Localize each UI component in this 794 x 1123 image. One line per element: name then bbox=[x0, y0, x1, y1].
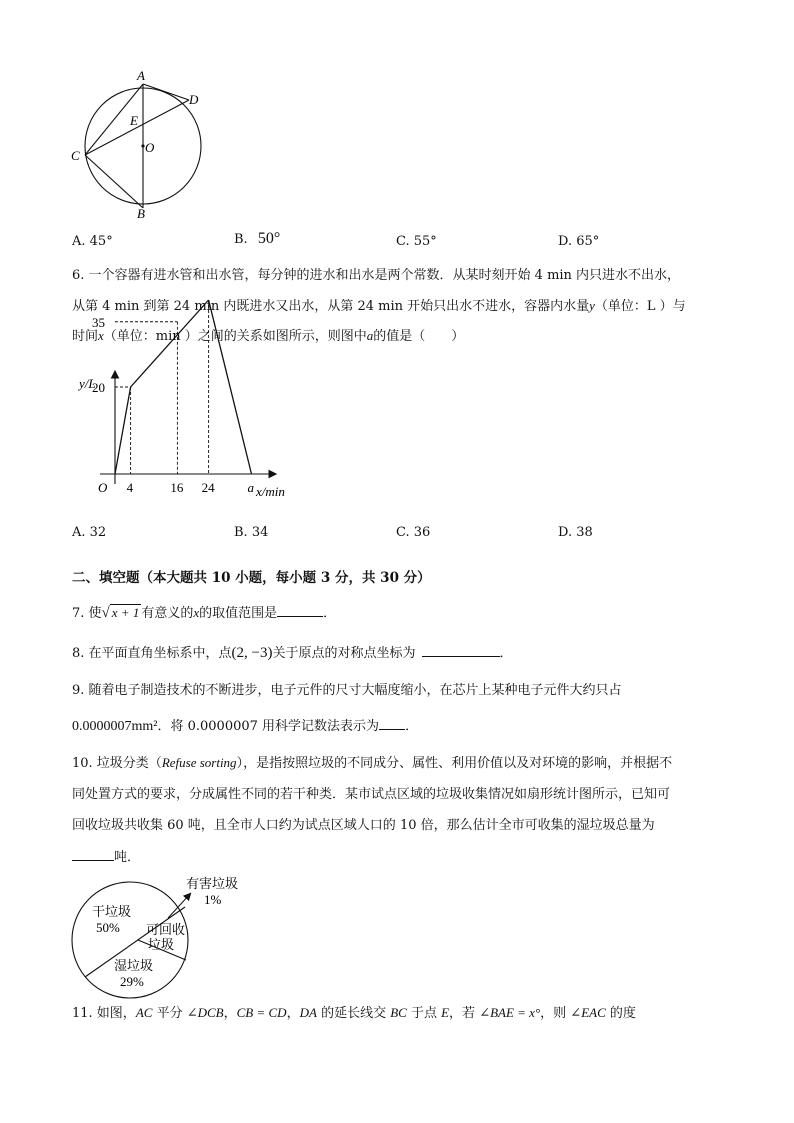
q10-answer-blank[interactable] bbox=[72, 847, 114, 861]
q9-number: 0.0000007mm² bbox=[72, 719, 158, 734]
q8 bbox=[72, 643, 513, 664]
slice-hazardous-name: 有害垃圾 bbox=[186, 876, 239, 891]
x-tick-4: 4 bbox=[126, 480, 134, 495]
y-tick-20: 20 bbox=[92, 380, 105, 395]
q6-option-d: D. 38 bbox=[558, 525, 593, 540]
q11-b: 平分 bbox=[152, 1006, 187, 1021]
q11-e: 的延长线交 bbox=[316, 1006, 391, 1021]
q10-line-2: 同处置方式的要求，分成属性不同的若干种类．某市试点区域的垃圾收集情况如扇形统计图所示，已知可 bbox=[72, 787, 671, 802]
q6-line-3 bbox=[72, 326, 464, 347]
q11-v1: AC bbox=[135, 1005, 153, 1020]
q6-option-a: A. 32 bbox=[72, 525, 107, 540]
q8-tail: 关于原点的对称点坐标为 bbox=[272, 646, 416, 661]
q8-answer-blank[interactable] bbox=[422, 643, 500, 657]
q11-v3: CB = CD bbox=[236, 1005, 287, 1020]
chord-cb bbox=[85, 155, 143, 208]
slice-recyclable-name-2: 垃圾 bbox=[148, 937, 175, 952]
q6-option-c: C. 36 bbox=[396, 525, 431, 540]
q11-v8: ∠EAC bbox=[570, 1005, 606, 1020]
q10-line-1-a: 10. 垃圾分类（ bbox=[72, 756, 162, 771]
q11-h: ，则 bbox=[540, 1006, 571, 1021]
y-tick-35: 35 bbox=[92, 314, 105, 330]
origin-label: O bbox=[98, 480, 108, 495]
slice-wet-name: 湿垃圾 bbox=[114, 958, 154, 973]
q11-v6: E bbox=[441, 1005, 450, 1020]
q10-line-1 bbox=[72, 753, 672, 774]
q7-end: ． bbox=[323, 606, 337, 621]
q6-option-b: B. 34 bbox=[234, 525, 269, 540]
q10-line-4-text: 吨． bbox=[114, 850, 141, 865]
q11-a: 11. 如图， bbox=[72, 1006, 136, 1021]
q10-line-1-b: ），是指按照垃圾的不同成分、属性、利用价值以及对环境的影响，并根据不 bbox=[236, 756, 673, 771]
q8-point: (2, −3) bbox=[231, 645, 273, 661]
q11-v4: DA bbox=[299, 1005, 317, 1020]
q6-var-y: y bbox=[589, 298, 595, 313]
q5-option-c: C. 55° bbox=[396, 234, 437, 249]
label-c: C bbox=[71, 148, 80, 163]
q7-var-x: x bbox=[193, 605, 200, 620]
q9-line-2 bbox=[72, 716, 418, 737]
q11-v7: ∠BAE = x° bbox=[479, 1005, 541, 1020]
q9-end: ． bbox=[405, 719, 419, 734]
q11-d: ， bbox=[286, 1006, 300, 1021]
q6-line-1: 6. 一个容器有进水管和出水管，每分钟的进水和出水是两个常数．从某时刻开始 4 min 内只进水不出水， bbox=[72, 268, 681, 283]
q6-line-2-tail: （单位：L ）与 bbox=[594, 299, 686, 314]
q9-tail: ．将 0.0000007 用科学记数法表示为 bbox=[157, 719, 380, 734]
pie-chart bbox=[68, 872, 268, 997]
q7-suffix: 有意义的 bbox=[141, 606, 194, 621]
q6-line-2-text: 从第 4 min 到第 24 min 内既进水又出水，从第 24 min 开始只出水不进水，容器内水量 bbox=[72, 299, 590, 314]
q11-v5: BC bbox=[390, 1005, 407, 1020]
q7-radicand: x + 1 bbox=[111, 605, 140, 620]
q6-line-2 bbox=[72, 296, 686, 317]
label-b: B bbox=[137, 206, 145, 221]
x-tick-a: a bbox=[247, 480, 254, 495]
q8-end: ． bbox=[499, 646, 513, 661]
q5-option-b-prefix: B. bbox=[234, 232, 248, 247]
label-a: A bbox=[137, 68, 145, 83]
q10-line-3: 回收垃圾共收集 60 吨，且全市人口约为试点区域人口的 10 倍，那么估计全市可收集的湿垃圾总量为 bbox=[72, 818, 655, 833]
x-axis-label: x/min bbox=[256, 484, 285, 499]
q7-tail: 的取值范围是 bbox=[199, 606, 278, 621]
x-tick-24: 24 bbox=[201, 480, 215, 495]
y-axis-label: y/L bbox=[79, 376, 96, 391]
q5-option-d: D. 65° bbox=[558, 234, 600, 249]
q10-english: Refuse sorting bbox=[161, 755, 237, 770]
q11-g: ，若 bbox=[449, 1006, 480, 1021]
label-d: D bbox=[189, 92, 199, 107]
q5-option-a: A. 45° bbox=[72, 234, 113, 249]
hazardous-pointer bbox=[168, 894, 190, 918]
graph-segment-1 bbox=[115, 387, 131, 474]
q11-v2: ∠DCB bbox=[186, 1005, 224, 1020]
sqrt-sign-icon: √ bbox=[101, 605, 110, 621]
slice-dry-percent: 50% bbox=[96, 920, 120, 935]
label-e: E bbox=[130, 113, 138, 128]
q9-line-1: 9. 随着电子制造技术的不断进步，电子元件的尺寸大幅度缩小，在芯片上某种电子元件大约只占 bbox=[72, 683, 622, 698]
q5-option-b bbox=[234, 230, 280, 248]
chord-ad bbox=[143, 84, 189, 100]
q7-answer-blank[interactable] bbox=[277, 603, 323, 617]
slice-recyclable-name-1: 可回收 bbox=[146, 922, 186, 937]
slice-wet-percent: 29% bbox=[120, 974, 144, 989]
circle-figure bbox=[68, 64, 218, 224]
x-tick-16: 16 bbox=[170, 480, 184, 495]
q6-var-x: x bbox=[98, 328, 104, 343]
q6-line-3-a: 时间 bbox=[72, 329, 99, 344]
q6-line-3-b: （单位：min ）之间的关系如图所示，则图中 bbox=[103, 329, 367, 344]
q11-f: 于点 bbox=[406, 1006, 442, 1021]
q11-c: ， bbox=[223, 1006, 237, 1021]
q7-prefix: 7. 使 bbox=[72, 606, 102, 621]
slice-hazardous-percent: 1% bbox=[204, 892, 222, 907]
q9-answer-blank[interactable] bbox=[379, 716, 405, 730]
q6-var-a: a bbox=[366, 328, 374, 343]
q10-line-4 bbox=[72, 847, 140, 868]
q7 bbox=[72, 603, 336, 624]
label-o: O bbox=[145, 140, 155, 155]
q8-text: 8. 在平面直角坐标系中，点 bbox=[72, 646, 232, 661]
section-2-title: 二、填空题（本大题共 10 小题，每小题 3 分，共 30 分） bbox=[72, 570, 431, 586]
q11-i: 的度 bbox=[605, 1006, 636, 1021]
q5-option-b-value: 50° bbox=[257, 230, 281, 247]
slice-dry-name: 干垃圾 bbox=[92, 904, 132, 919]
q6-line-3-c: 的值是（ ） bbox=[373, 329, 465, 344]
q11 bbox=[72, 1003, 636, 1024]
